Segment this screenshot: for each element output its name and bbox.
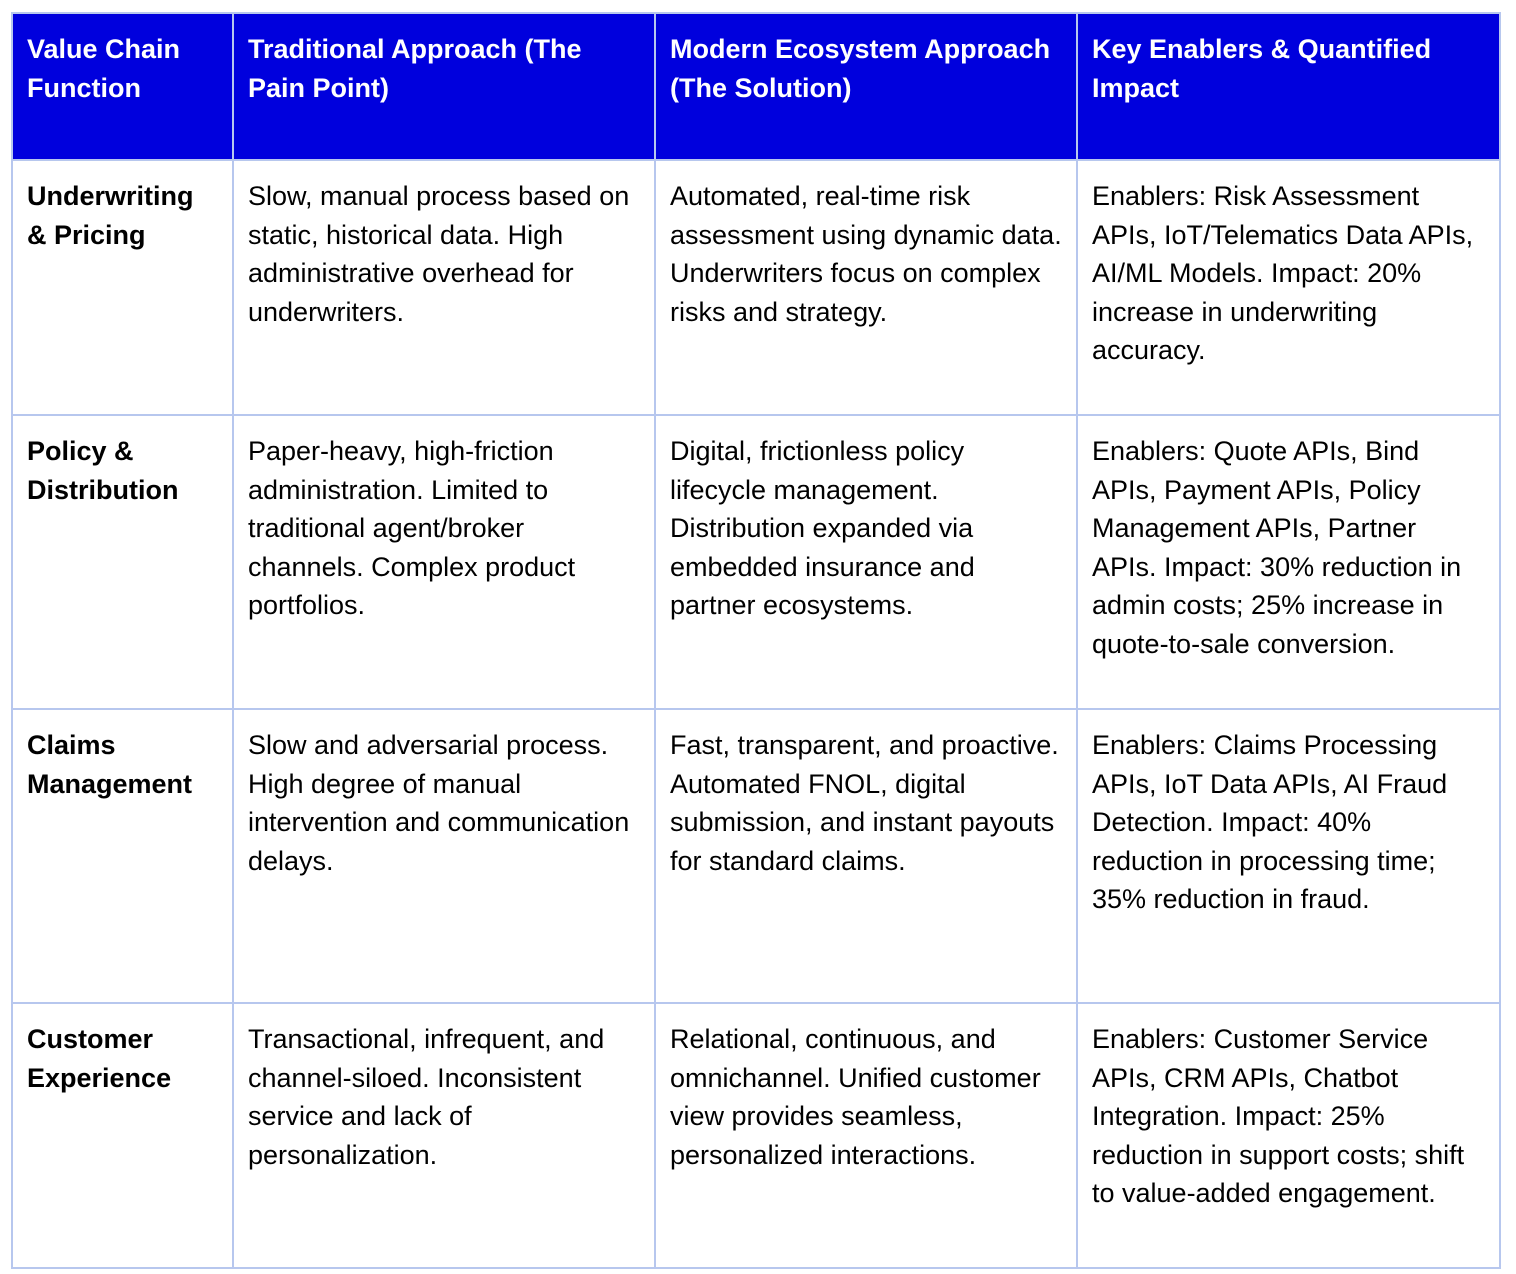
header-key-enablers-impact: Key Enablers & Quantified Impact: [1077, 13, 1500, 160]
cell-function: Customer Experience: [12, 1003, 233, 1268]
cell-modern: Fast, transparent, and proactive. Automated FNOL, digital submission, and instant payouts for standard claims.: [655, 709, 1077, 1003]
cell-function: Policy & Distribution: [12, 415, 233, 709]
cell-traditional: Paper-heavy, high-friction administration. Limited to traditional agent/broker channels. Complex product portfolios.: [233, 415, 655, 709]
cell-traditional: Slow and adversarial process. High degree of manual intervention and communication delays.: [233, 709, 655, 1003]
cell-enablers: Enablers: Customer Service APIs, CRM APIs, Chatbot Integration. Impact: 25% reduction in support costs; shift to value-added engagement.: [1077, 1003, 1500, 1268]
cell-enablers: Enablers: Claims Processing APIs, IoT Data APIs, AI Fraud Detection. Impact: 40% reduction in processing time; 35% reduction in fraud.: [1077, 709, 1500, 1003]
cell-function: Underwriting & Pricing: [12, 160, 233, 415]
cell-modern: Automated, real-time risk assessment using dynamic data. Underwriters focus on complex risks and strategy.: [655, 160, 1077, 415]
cell-traditional: Slow, manual process based on static, historical data. High administrative overhead for underwriters.: [233, 160, 655, 415]
cell-function: Claims Management: [12, 709, 233, 1003]
cell-modern: Relational, continuous, and omnichannel. Unified customer view provides seamless, personalized interactions.: [655, 1003, 1077, 1268]
table-row: [12, 1003, 1500, 1268]
table-container: [11, 12, 1501, 1269]
cell-modern: Digital, frictionless policy lifecycle management. Distribution expanded via embedded insurance and partner ecosystems.: [655, 415, 1077, 709]
cell-traditional: Transactional, infrequent, and channel-siloed. Inconsistent service and lack of personalization.: [233, 1003, 655, 1268]
table-row: [12, 160, 1500, 415]
header-traditional-approach: Traditional Approach (The Pain Point): [233, 13, 655, 160]
value-chain-table: [11, 12, 1501, 1269]
cell-enablers: Enablers: Quote APIs, Bind APIs, Payment APIs, Policy Management APIs, Partner APIs. Impact: 30% reduction in admin costs; 25% increase in quote-to-sale conversion.: [1077, 415, 1500, 709]
header-modern-ecosystem-approach: Modern Ecosystem Approach (The Solution): [655, 13, 1077, 160]
table-row: [12, 415, 1500, 709]
header-value-chain-function: Value Chain Function: [12, 13, 233, 160]
cell-enablers: Enablers: Risk Assessment APIs, IoT/Telematics Data APIs, AI/ML Models. Impact: 20% increase in underwriting accuracy.: [1077, 160, 1500, 415]
table-row: [12, 709, 1500, 1003]
header-row: [12, 13, 1500, 160]
